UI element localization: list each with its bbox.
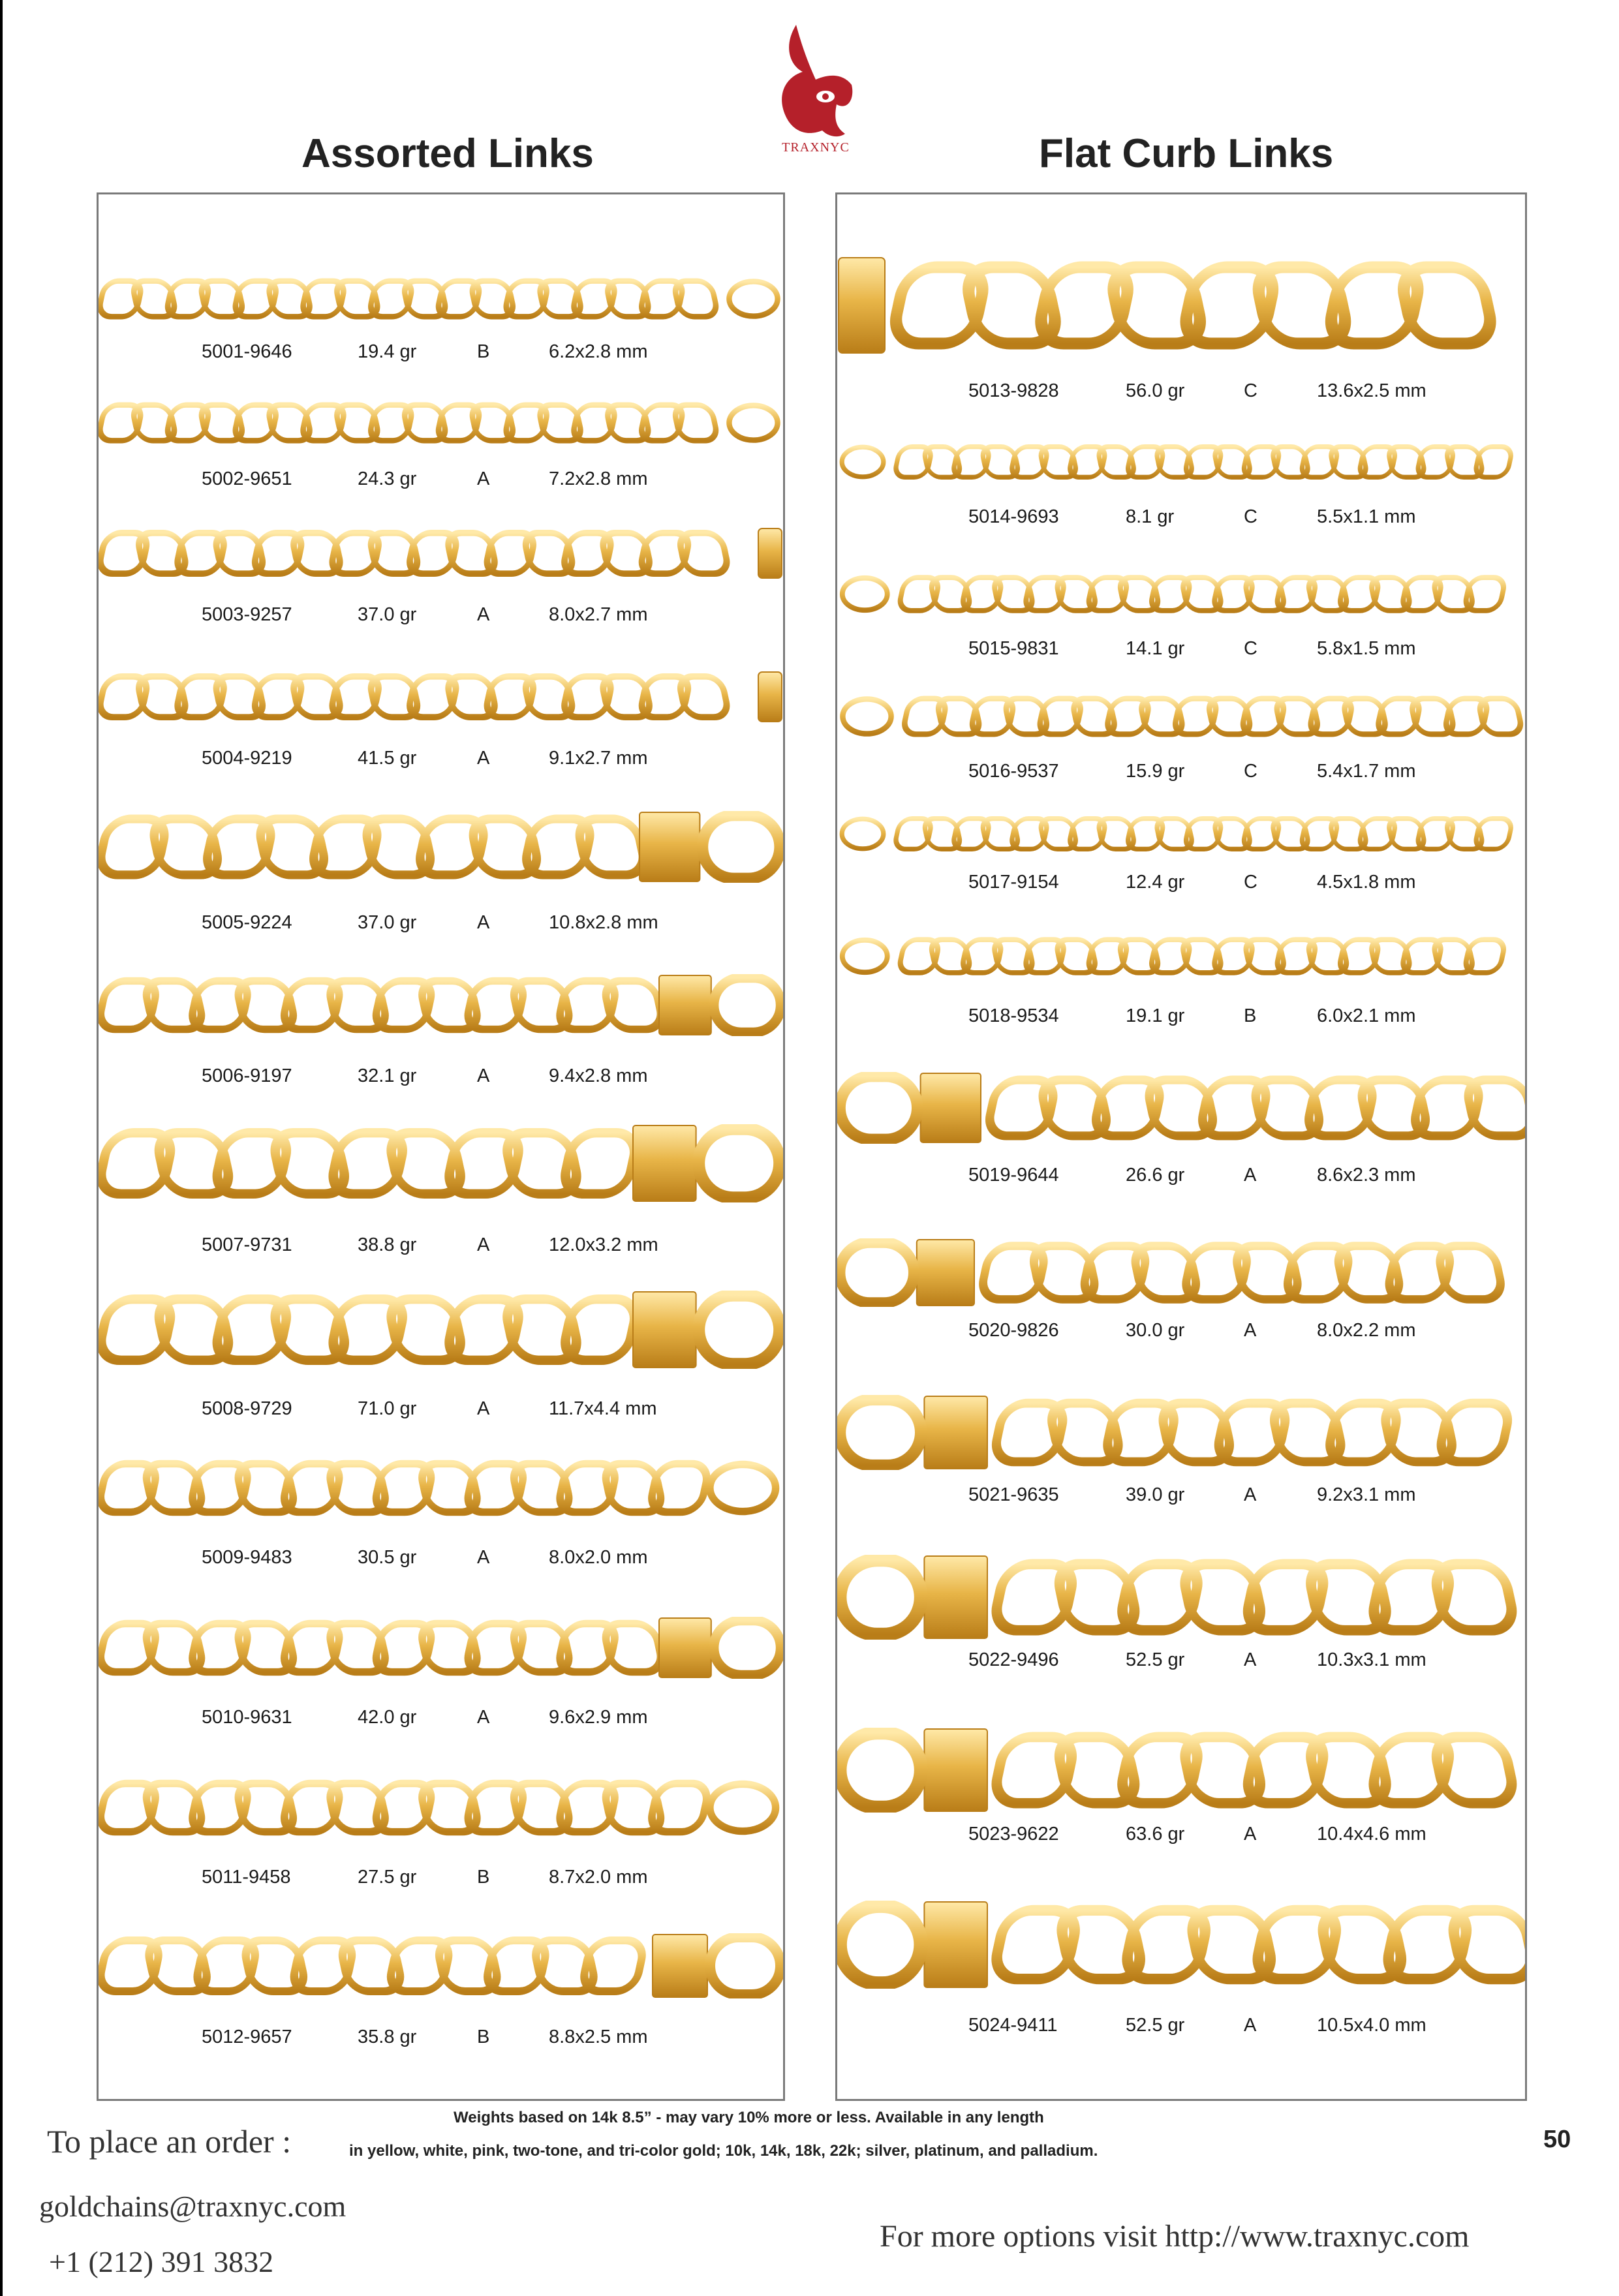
size-label: 12.0x3.2 mm: [549, 1234, 658, 1255]
spec-row: [837, 638, 1525, 662]
size-label: 9.2x3.1 mm: [1317, 1484, 1416, 1505]
grade-label: A: [1244, 1484, 1257, 1505]
clasp-icon: [839, 258, 885, 353]
spec-row: [837, 506, 1525, 530]
chain-item-5018-9534[interactable]: [837, 935, 1525, 977]
chain-image: [837, 1395, 1525, 1470]
weight-label: 19.4 gr: [358, 341, 417, 362]
size-label: 8.0x2.0 mm: [549, 1547, 648, 1568]
chain-image: [837, 573, 1525, 615]
chain-image: [99, 1291, 783, 1369]
size-label: 8.6x2.3 mm: [1317, 1165, 1416, 1186]
sku-label: 5017-9154: [968, 872, 1059, 893]
sku-label: 5018-9534: [968, 1005, 1059, 1026]
weight-label: 30.0 gr: [1126, 1320, 1185, 1341]
weight-label: 38.8 gr: [358, 1234, 417, 1255]
chain-image: [99, 1617, 783, 1679]
weight-label: 8.1 gr: [1126, 506, 1175, 527]
chain-image: [99, 1457, 783, 1519]
chain-image: [837, 814, 1525, 853]
grade-label: B: [477, 341, 490, 362]
chain-item-5010-9631[interactable]: [99, 1617, 783, 1679]
weight-label: 12.4 gr: [1126, 872, 1185, 893]
website-link[interactable]: For more options visit http://www.traxnyc.com: [880, 2219, 1470, 2254]
weight-label: 52.5 gr: [1126, 2015, 1185, 2036]
sku-label: 5016-9537: [968, 761, 1059, 782]
chain-image: [99, 1933, 783, 1998]
spec-row: [837, 1165, 1525, 1188]
size-label: 9.6x2.9 mm: [549, 1707, 648, 1728]
size-label: 13.6x2.5 mm: [1317, 380, 1426, 401]
spec-row: [99, 748, 783, 771]
chain-item-5008-9729[interactable]: [99, 1291, 783, 1369]
sku-label: 5020-9826: [968, 1320, 1059, 1341]
clasp-icon: [633, 1292, 780, 1368]
weight-label: 71.0 gr: [358, 1398, 417, 1419]
chain-item-5002-9651[interactable]: [99, 400, 783, 446]
grade-label: A: [1244, 1649, 1257, 1670]
clasp-icon: [842, 940, 887, 972]
spec-row: [99, 1867, 783, 1890]
sku-label: 5007-9731: [202, 1234, 292, 1255]
sku-label: 5003-9257: [202, 604, 292, 625]
clasp-icon: [840, 1240, 974, 1306]
sku-label: 5001-9646: [202, 341, 292, 362]
size-label: 5.5x1.1 mm: [1317, 506, 1416, 527]
chain-image: [837, 694, 1525, 739]
chain-item-5003-9257[interactable]: [99, 527, 783, 579]
size-label: 10.8x2.8 mm: [549, 912, 658, 933]
chain-item-5013-9828[interactable]: [837, 256, 1525, 354]
chain-image: [99, 1777, 783, 1839]
chain-item-5007-9731[interactable]: [99, 1124, 783, 1202]
spec-row: [837, 1824, 1525, 1847]
spec-row: [837, 761, 1525, 784]
spec-row: [99, 1065, 783, 1089]
chain-item-5004-9219[interactable]: [99, 671, 783, 723]
chain-image: [837, 1238, 1525, 1307]
weight-label: 30.5 gr: [358, 1547, 417, 1568]
spec-row: [837, 1484, 1525, 1508]
grade-label: A: [1244, 1165, 1257, 1186]
grade-label: B: [477, 2027, 490, 2047]
chain-image: [837, 1901, 1525, 1989]
weight-label: 52.5 gr: [1126, 1649, 1185, 1670]
size-label: 7.2x2.8 mm: [549, 468, 648, 489]
weight-label: 37.0 gr: [358, 604, 417, 625]
chain-item-5005-9224[interactable]: [99, 811, 783, 883]
chain-image: [99, 974, 783, 1036]
grade-label: A: [477, 1398, 490, 1419]
spec-row: [837, 380, 1525, 404]
weights-note: Weights based on 14k 8.5” - may vary 10% more or less. Available in any length: [454, 2109, 1044, 2126]
size-label: 8.0x2.7 mm: [549, 604, 648, 625]
clasp-icon: [842, 699, 891, 733]
email-link[interactable]: goldchains@traxnyc.com: [39, 2190, 347, 2223]
clasp-icon: [840, 1396, 987, 1469]
clasp-icon: [758, 672, 782, 722]
chain-link: [1464, 1080, 1525, 1136]
chain-image: [99, 400, 783, 446]
chain-item-5024-9411[interactable]: [837, 1901, 1525, 1989]
size-label: 4.5x1.8 mm: [1317, 872, 1416, 893]
availability-note: in yellow, white, pink, two-tone, and tri-color gold; 10k, 14k, 18k, 22k; silver, platinum, and palladium.: [349, 2142, 1098, 2160]
spec-row: [99, 912, 783, 936]
weight-label: 19.1 gr: [1126, 1005, 1185, 1026]
size-label: 8.7x2.0 mm: [549, 1867, 648, 1888]
size-label: 5.4x1.7 mm: [1317, 761, 1416, 782]
chain-image: [837, 935, 1525, 977]
weight-label: 56.0 gr: [1126, 380, 1185, 401]
chain-image: [99, 527, 783, 579]
grade-label: C: [1244, 506, 1257, 527]
chain-image: [99, 1124, 783, 1202]
weight-label: 26.6 gr: [1126, 1165, 1185, 1186]
order-label: To place an order :: [47, 2123, 292, 2160]
spec-row: [99, 1398, 783, 1422]
chain-image: [99, 811, 783, 883]
weight-label: 15.9 gr: [1126, 761, 1185, 782]
weight-label: 32.1 gr: [358, 1065, 417, 1086]
sku-label: 5006-9197: [202, 1065, 292, 1086]
sku-label: 5021-9635: [968, 1484, 1059, 1505]
spec-row: [837, 872, 1525, 895]
sku-label: 5019-9644: [968, 1165, 1059, 1186]
clasp-icon: [729, 405, 777, 440]
sku-label: 5022-9496: [968, 1649, 1059, 1670]
clasp-icon: [729, 281, 777, 316]
chain-item-5017-9154[interactable]: [837, 814, 1525, 853]
traxnyc-logo: [763, 20, 868, 157]
chain-image: [99, 671, 783, 723]
weight-label: 27.5 gr: [358, 1867, 417, 1888]
clasp-icon: [633, 1125, 780, 1201]
chain-item-5012-9657[interactable]: [99, 1933, 783, 1998]
grade-label: B: [477, 1867, 490, 1888]
weight-label: 41.5 gr: [358, 748, 417, 769]
chain-image: [837, 256, 1525, 354]
sku-label: 5004-9219: [202, 748, 292, 769]
clasp-icon: [842, 578, 887, 610]
assorted-links-panel: [97, 192, 785, 2101]
weight-label: 42.0 gr: [358, 1707, 417, 1728]
weight-label: 14.1 gr: [1126, 638, 1185, 659]
sku-label: 5015-9831: [968, 638, 1059, 659]
chain-item-5021-9635[interactable]: [837, 1395, 1525, 1470]
clasp-icon: [710, 1784, 776, 1831]
chain-item-5019-9644[interactable]: [837, 1072, 1525, 1144]
sku-label: 5023-9622: [968, 1824, 1059, 1844]
assorted-links-title: Assorted Links: [301, 131, 594, 176]
size-label: 10.4x4.6 mm: [1317, 1824, 1426, 1844]
grade-label: A: [1244, 1320, 1257, 1341]
chain-image: [837, 442, 1525, 482]
chain-link: [1449, 1910, 1525, 1979]
size-label: 5.8x1.5 mm: [1317, 638, 1416, 659]
clasp-icon: [840, 1556, 987, 1638]
clasp-icon: [842, 819, 884, 849]
page-edge-rule: [0, 0, 3, 2296]
logo-mark-icon: [763, 20, 868, 144]
chain-image: [837, 1072, 1525, 1144]
chain-image: [99, 276, 783, 322]
page-number: 50: [1543, 2126, 1571, 2153]
clasp-icon: [840, 1073, 981, 1142]
grade-label: A: [477, 468, 490, 489]
sku-label: 5005-9224: [202, 912, 292, 933]
spec-row: [837, 1649, 1525, 1673]
chain-item-5011-9458[interactable]: [99, 1777, 783, 1839]
flat-curb-links-panel: [835, 192, 1527, 2101]
logo-wordmark: TRAXNYC: [782, 140, 850, 155]
grade-label: C: [1244, 761, 1257, 782]
weight-label: 63.6 gr: [1126, 1824, 1185, 1844]
grade-label: A: [477, 1547, 490, 1568]
spec-row: [99, 1234, 783, 1258]
grade-label: A: [1244, 1824, 1257, 1844]
spec-row: [837, 1005, 1525, 1029]
weight-label: 24.3 gr: [358, 468, 417, 489]
chain-item-5023-9622[interactable]: [837, 1728, 1525, 1813]
clasp-icon: [758, 528, 782, 578]
chain-item-5001-9646[interactable]: [99, 276, 783, 322]
spec-row: [99, 2027, 783, 2050]
spec-row: [99, 1707, 783, 1730]
grade-label: C: [1244, 380, 1257, 401]
sku-label: 5011-9458: [202, 1867, 291, 1888]
grade-label: A: [477, 1065, 490, 1086]
size-label: 8.8x2.5 mm: [549, 2027, 648, 2047]
size-label: 6.2x2.8 mm: [549, 341, 648, 362]
sku-label: 5013-9828: [968, 380, 1059, 401]
grade-label: C: [1244, 872, 1257, 893]
sku-label: 5008-9729: [202, 1398, 292, 1419]
weight-label: 35.8 gr: [358, 2027, 417, 2047]
chain-item-5014-9693[interactable]: [837, 442, 1525, 482]
clasp-icon: [659, 1618, 780, 1677]
grade-label: A: [477, 1707, 490, 1728]
grade-label: A: [477, 604, 490, 625]
clasp-icon: [653, 1935, 780, 1997]
clasp-icon: [840, 1729, 987, 1811]
weight-label: 37.0 gr: [358, 912, 417, 933]
chain-item-5020-9826[interactable]: [837, 1238, 1525, 1307]
size-label: 10.3x3.1 mm: [1317, 1649, 1426, 1670]
size-label: 8.0x2.2 mm: [1317, 1320, 1416, 1341]
phone-number[interactable]: +1 (212) 391 3832: [49, 2245, 274, 2278]
clasp-icon: [710, 1464, 776, 1511]
sku-label: 5002-9651: [202, 468, 292, 489]
grade-label: A: [477, 912, 490, 933]
size-label: 10.5x4.0 mm: [1317, 2015, 1426, 2036]
grade-label: B: [1244, 1005, 1257, 1026]
chain-item-5015-9831[interactable]: [837, 573, 1525, 615]
spec-row: [99, 468, 783, 492]
sku-label: 5014-9693: [968, 506, 1059, 527]
clasp-icon: [659, 975, 780, 1035]
grade-label: C: [1244, 638, 1257, 659]
size-label: 9.1x2.7 mm: [549, 748, 648, 769]
size-label: 9.4x2.8 mm: [549, 1065, 648, 1086]
spec-row: [99, 604, 783, 628]
chain-item-5016-9537[interactable]: [837, 694, 1525, 739]
chain-item-5006-9197[interactable]: [99, 974, 783, 1036]
size-label: 6.0x2.1 mm: [1317, 1005, 1416, 1026]
grade-label: A: [477, 748, 490, 769]
sku-label: 5009-9483: [202, 1547, 292, 1568]
flat-curb-links-title: Flat Curb Links: [1039, 131, 1334, 176]
weight-label: 39.0 gr: [1126, 1484, 1185, 1505]
spec-row: [99, 1547, 783, 1570]
grade-label: A: [477, 1234, 490, 1255]
chain-item-5009-9483[interactable]: [99, 1457, 783, 1519]
chain-image: [837, 1555, 1525, 1640]
sku-label: 5024-9411: [968, 2015, 1058, 2036]
spec-row: [837, 2015, 1525, 2038]
clasp-icon: [640, 812, 780, 881]
chain-item-5022-9496[interactable]: [837, 1555, 1525, 1640]
chain-image: [837, 1728, 1525, 1813]
spec-row: [837, 1320, 1525, 1343]
spec-row: [99, 341, 783, 365]
clasp-icon: [842, 447, 884, 477]
clasp-icon: [840, 1902, 987, 1987]
sku-label: 5010-9631: [202, 1707, 292, 1728]
sku-label: 5012-9657: [202, 2027, 292, 2047]
size-label: 11.7x4.4 mm: [549, 1398, 657, 1419]
grade-label: A: [1244, 2015, 1257, 2036]
